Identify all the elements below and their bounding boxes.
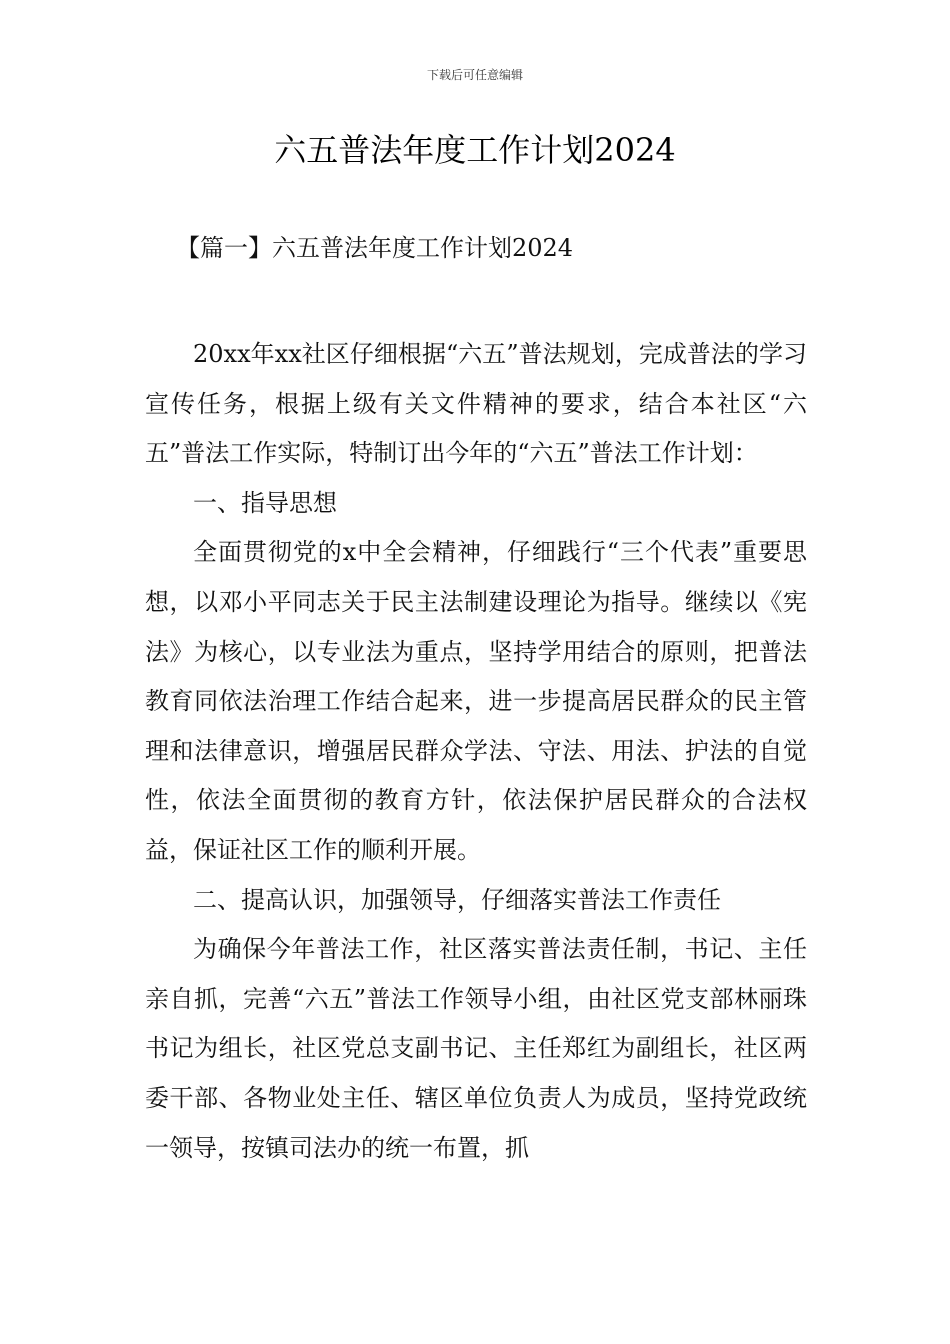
header-note: 下载后可任意编辑 [426,68,523,82]
heading-leadership: 二、提高认识，加强领导，仔细落实普法工作责任 [193,885,721,914]
paragraph-leadership: 为确保今年普法工作，社区落实普法责任制，书记、主任亲自抓，完善“六五”普法工作领导小组，由社区党支部林丽珠书记为组长，社区党总支副书记、主任郑红为副组长，社区两委干部、各物业处主任、辖区单位负责人为成员，坚持党政统一领导，按镇司法办的统一布置，抓 [145,935,807,1162]
section-heading: 【篇一】六五普法年度工作计划2024 [176,234,574,262]
document-body [145,330,807,1173]
heading-guiding-ideology: 一、指导思想 [193,488,337,517]
paragraph-guiding-ideology: 全面贯彻党的x中全会精神，仔细践行“三个代表”重要思想，以邓小平同志关于民主法制建设理论为指导。继续以《宪法》为核心，以专业法为重点，坚持学用结合的原则，把普法教育同依法治理工作结合起来，进一步提高居民群众的民主管理和法律意识，增强居民群众学法、守法、用法、护法的自觉性，依法全面贯彻的教育方针，依法保护居民群众的合法权益，保证社区工作的顺利开展。 [145,538,807,864]
paragraph-intro: 20xx年xx社区仔细根据“六五”普法规划，完成普法的学习宣传任务，根据上级有关文件精神的要求，结合本社区“六五”普法工作实际，特制订出今年的“六五”普法工作计划： [145,340,807,468]
document-title: 六五普法年度工作计划2024 [274,131,676,169]
